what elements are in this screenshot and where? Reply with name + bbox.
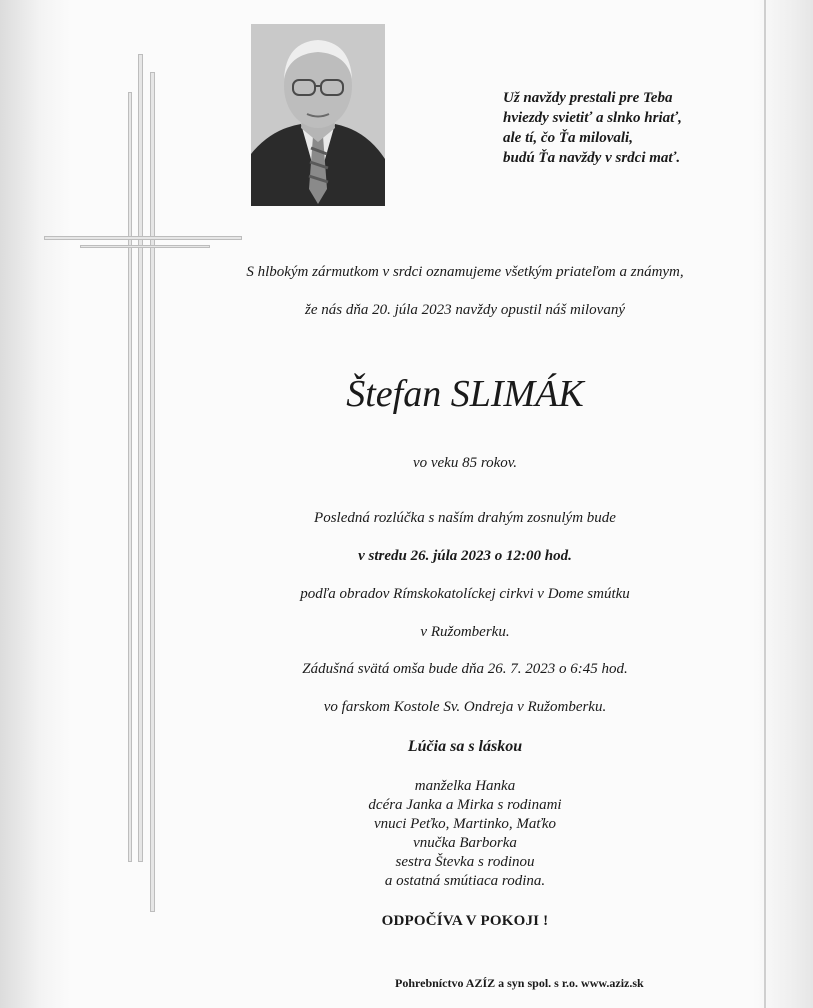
funeral-datetime: v stredu 26. júla 2023 o 12:00 hod. xyxy=(358,548,572,564)
funeral-home-footer: Pohrebníctvo AZÍZ a syn spol. s r.o. www.aziz.sk xyxy=(395,976,644,990)
funeral-place: v Ružomberku. xyxy=(420,624,510,640)
mourner-line: vnuci Peťko, Martinko, Maťko xyxy=(373,816,557,832)
poem-line: hviezdy svietiť a slnko hriať, xyxy=(503,110,682,126)
mourners-list xyxy=(140,777,790,891)
funeral-mass: Zádušná svätá omša bude dňa 26. 7. 2023 o 6:45 hod. xyxy=(302,661,628,677)
mourner-line: vnučka Barborka xyxy=(413,835,517,851)
announcement-line-2: že nás dňa 20. júla 2023 navždy opustil náš milovaný xyxy=(305,302,625,318)
cross-horizontal-bar-lower xyxy=(80,245,210,248)
funeral-church: vo farskom Kostole Sv. Ondreja v Ružomberku. xyxy=(323,699,607,715)
rest-in-peace: ODPOČÍVA V POKOJI ! xyxy=(381,913,549,929)
cross-horizontal-bar xyxy=(44,236,242,240)
mourner-line: a ostatná smútiaca rodina. xyxy=(384,873,546,889)
page-shadow xyxy=(0,0,70,1008)
poem-line: budú Ťa navždy v srdci mať. xyxy=(503,150,681,166)
poem-line: Už navždy prestali pre Teba xyxy=(503,90,673,106)
mourner-line: sestra Števka s rodinou xyxy=(395,854,535,870)
funeral-rite: podľa obradov Rímskokatolíckej cirkvi v Dome smútku xyxy=(300,586,630,602)
mourner-line: dcéra Janka a Mirka s rodinami xyxy=(368,797,562,813)
deceased-name: Štefan SLIMÁK xyxy=(346,373,584,415)
cross-vertical-bar-left xyxy=(128,92,132,862)
funeral-intro: Posledná rozlúčka s naším drahým zosnulým bude xyxy=(314,510,616,526)
poem xyxy=(503,88,743,168)
farewell-heading: Lúčia sa s láskou xyxy=(407,738,523,755)
mourner-line: manželka Hanka xyxy=(414,778,516,794)
age-text: vo veku 85 rokov. xyxy=(412,455,518,471)
announcement-line-1: S hlbokým zármutkom v srdci oznamujeme všetkým priateľom a známym, xyxy=(246,264,684,280)
portrait-photo xyxy=(251,24,385,206)
poem-line: ale tí, čo Ťa milovali, xyxy=(503,130,633,146)
